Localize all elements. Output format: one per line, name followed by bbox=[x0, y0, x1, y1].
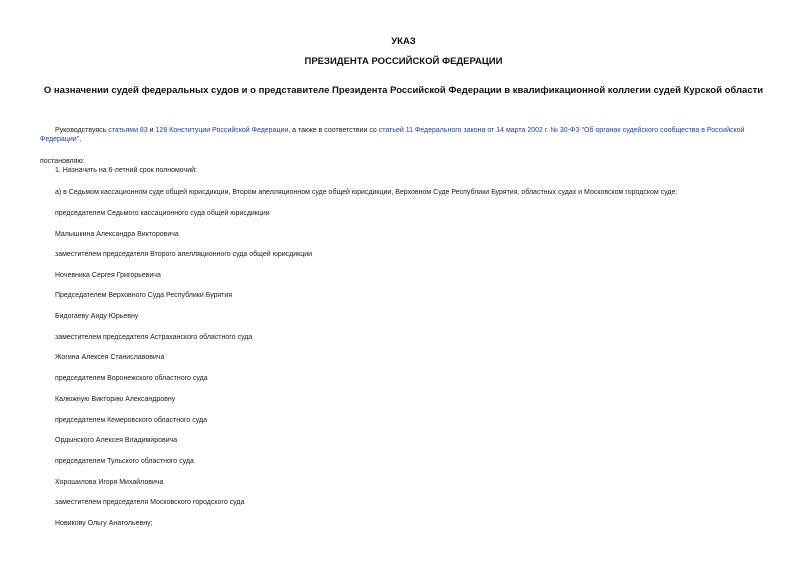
list-item: Ордынского Алексея Владимировича bbox=[55, 437, 178, 444]
list-item: заместителем председателя Московского городского суда bbox=[55, 499, 245, 506]
item-1: 1. Назначить на 6-летний срок полномочий: bbox=[55, 167, 197, 174]
list-item: Ночевника Сергея Григорьевича bbox=[55, 272, 161, 279]
list-item: председателем Кемеровского областного суда bbox=[55, 417, 207, 424]
list-item: Председателем Верховного Суда Республики Бурятия bbox=[55, 292, 233, 299]
list-item: Калюжную Викторию Александровну bbox=[55, 396, 176, 403]
document-issuer: ПРЕЗИДЕНТА РОССИЙСКОЙ ФЕДЕРАЦИИ bbox=[304, 56, 503, 67]
link-article-128-constitution[interactable]: 128 Конституции Российской Федерации bbox=[155, 127, 289, 134]
list-item: Новикову Ольгу Анатольевну; bbox=[55, 520, 153, 527]
list-item: председателем Седьмого кассационного суда общей юрисдикции bbox=[55, 210, 270, 217]
preamble-paragraph: Руководствуясь статьями 83 и 128 Конституции Российской Федерации, а также в соответствии со статьей 11 Федерального закона от 14 марта 2002 г. № 30-ФЗ "Об органах судейского сообщества в Российской Федерации", bbox=[40, 127, 745, 143]
list-item: Хорошилова Игоря Михайловича bbox=[55, 479, 164, 486]
list-item: Малышкина Александра Викторовича bbox=[55, 231, 179, 238]
list-item: Бидогаеву Аиду Юрьевну bbox=[55, 313, 139, 320]
list-item: заместителем председателя Второго апелляционного суда общей юрисдикции bbox=[55, 251, 313, 258]
link-federal-law-article-11[interactable]: статьей 11 Федерального закона от 14 марта 2002 г. № 30-ФЗ "Об органах судейского сообщества в Российской Федерации" bbox=[40, 127, 745, 143]
list-item: заместителем председателя Астраханского областного суда bbox=[55, 334, 253, 341]
list-item: председателем Тульского областного суда bbox=[55, 458, 194, 465]
decree-word: постановляю: bbox=[40, 158, 85, 165]
list-item: Жогина Алексея Станиславовича bbox=[55, 354, 165, 361]
document-subtitle: О назначении судей федеральных судов и о представителе Президента Российской Федерации в квалификационной коллегии судей Курской области bbox=[43, 85, 764, 96]
list-item: председателем Воронежского областного суда bbox=[55, 375, 208, 382]
document-title: УКАЗ bbox=[391, 36, 416, 47]
link-article-83[interactable]: статьями 83 bbox=[108, 127, 148, 134]
item-1a: а) в Седьмом кассационном суде общей юрисдикции, Втором апелляционном суде общей юрисдикции, Верховном Суде Республики Бурятия, областных судах и Московском городском суде: bbox=[55, 189, 678, 196]
